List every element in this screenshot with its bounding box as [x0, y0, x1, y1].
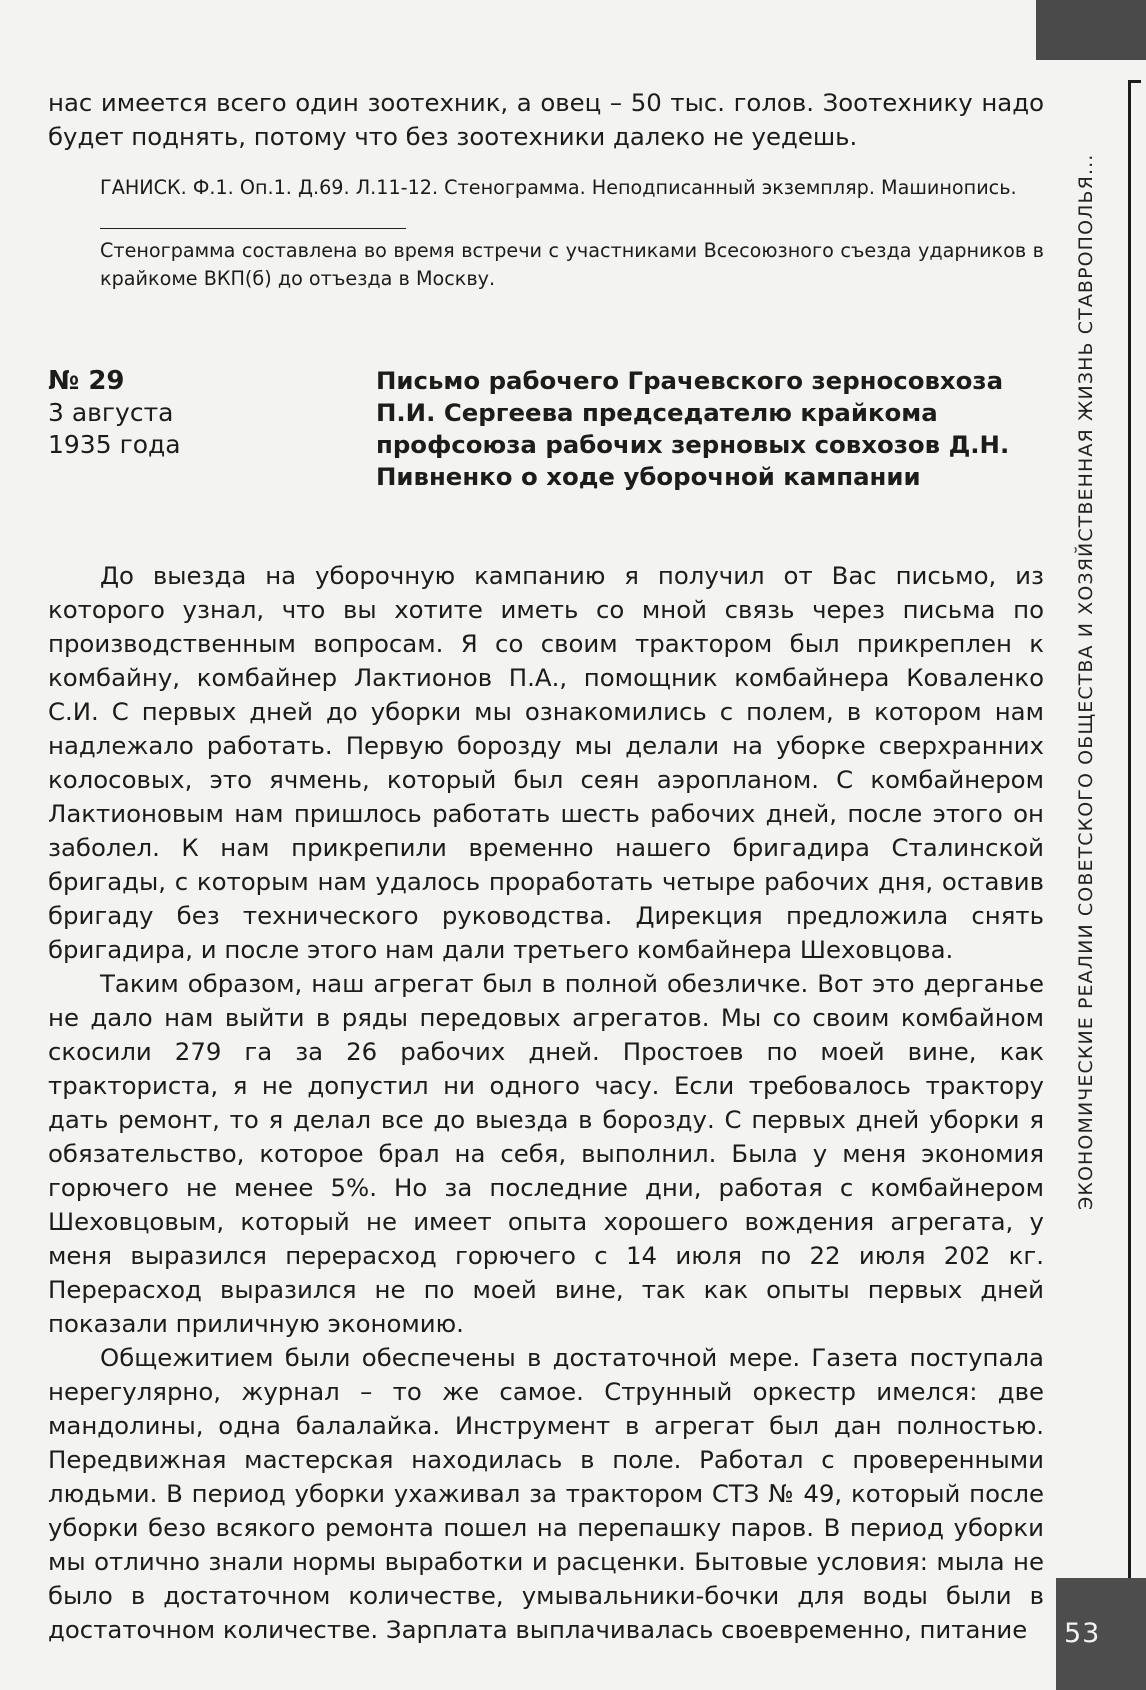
document-header [48, 365, 1044, 529]
corner-tab [1036, 0, 1146, 60]
document-number: № 29 [48, 366, 125, 396]
side-frame [1128, 80, 1141, 1581]
footnote-divider [100, 228, 406, 229]
source-note: ГАНИСК. Ф.1. Оп.1. Д.69. Л.11-12. Стенограмма. Неподписанный экземпляр. Машинопись. [100, 176, 1017, 199]
footnote: Стенограмма составлена во время встречи с участниками Всесоюзного съезда ударников в крайкоме ВКП(б) до отъезда в Москву. [100, 239, 1044, 290]
body-paragraph: До выезда на уборочную кампанию я получил от Вас письмо, из которого узнал, что вы хотите иметь со мной связь через письма по производственным вопросам. Я со своим трактором был прикреплен к комбайну, комбайнер Лактионов П.А., помощник комбайнера Коваленко С.И. С первых дней до уборки мы ознакомились с полем, в котором нам надлежало работать. Первую борозду мы делали на уборке сверхранних колосовых, это ячмень, который был сеян аэропланом. С комбайнером Лактионовым нам пришлось работать шесть рабочих дней, после этого он заболел. К нам прикрепили временно нашего бригадира Сталинской бригады, с которым нам удалось проработать четыре рабочих дня, оставив бригаду без технического руководства. Дирекция предложила снять бригадира, и после этого нам дали третьего комбайнера Шеховцова. [48, 561, 1044, 964]
page-number: 53 [1064, 1618, 1101, 1649]
page-content [48, 86, 1044, 1647]
running-head: ЭКОНОМИЧЕСКИЕ РЕАЛИИ СОВЕТСКОГО ОБЩЕСТВА И ХОЗЯЙСТВЕННАЯ ЖИЗНЬ СТАВРОПОЛЬЯ... [1075, 153, 1097, 1210]
document-date: 3 августа 1935 года [48, 398, 181, 459]
continuation-text: нас имеется всего один зоотехник, а овец – 50 тыс. голов. Зоотехнику надо будет поднять, потому что без зоотехники далеко не уедешь. [48, 88, 1044, 151]
body-paragraph: Таким образом, наш агрегат был в полной обезличке. Вот это дерганье не дало нам выйти в ряды передовых агрегатов. Мы со своим комбайном скосили 279 га за 26 рабочих дней. Простоев по моей вине, как тракториста, я не допустил ни одного часу. Если требовалось трактору дать ремонт, то я делал все до выезда в борозду. С первых дней уборки я обязательство, которое брал на себя, выполнил. Была у меня экономия горючего не менее 5%. Но за последние дни, работая с комбайнером Шеховцовым, который не имеет опыта хорошего вождения агрегата, у меня выразился перерасход горючего с 14 июля по 22 июля 202 кг. Перерасход выразился не по моей вине, так как опыты первых дней показали приличную экономию. [48, 969, 1044, 1338]
document-title: Письмо рабочего Грачевского зерносовхоза П.И. Сергеева председателю крайкома профсоюза рабочих зерновых совхозов Д.Н. Пивненко о ходе уборочной кампании [376, 366, 1010, 491]
body-paragraph: Общежитием были обеспечены в достаточной мере. Газета поступала нерегулярно, журнал – то же самое. Струнный оркестр имелся: две мандолины, одна балалайка. Инструмент в агрегат был дан полностью. Передвижная мастерская находилась в поле. Работал с проверенными людьми. В период уборки ухаживал за трактором СТЗ № 49, который после уборки безо всякого ремонта пошел на перепашку паров. В период уборки мы отлично знали нормы выработки и расценки. Бытовые условия: мыла не было в достаточном количестве, умывальники-бочки для воды были в достаточном количестве. Зарплата выплачивалась своевременно, питание [48, 1343, 1044, 1644]
